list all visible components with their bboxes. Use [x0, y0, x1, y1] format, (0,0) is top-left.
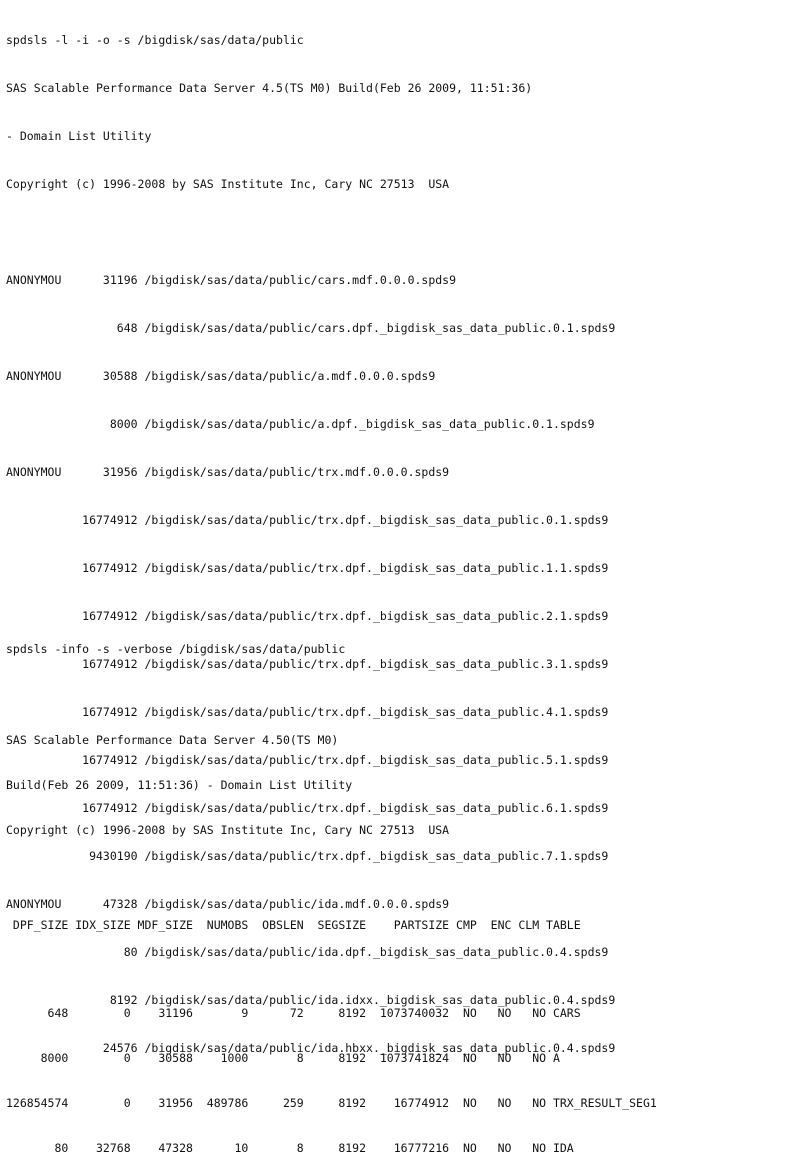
- file-listing-row: 16774912 /bigdisk/sas/data/public/trx.dpf._bigdisk_sas_data_public.1.1.spds9: [6, 561, 609, 575]
- table-row: 8000 0 30588 1000 8 8192 1073741824 NO NO NO A: [6, 1051, 560, 1065]
- header-line: Copyright (c) 1996-2008 by SAS Institute Inc, Cary NC 27513 USA: [6, 823, 450, 837]
- file-listing-row: ANONYMOU 31196 /bigdisk/sas/data/public/cars.mdf.0.0.0.spds9: [6, 273, 457, 287]
- file-listing-row: 16774912 /bigdisk/sas/data/public/trx.dpf._bigdisk_sas_data_public.2.1.spds9: [6, 609, 609, 623]
- file-listing-row: 16774912 /bigdisk/sas/data/public/trx.dpf._bigdisk_sas_data_public.4.1.spds9: [6, 705, 609, 719]
- table-header: DPF_SIZE IDX_SIZE MDF_SIZE NUMOBS OBSLEN SEGSIZE PARTSIZE CMP ENC CLM TABLE: [6, 918, 581, 932]
- table-row: 648 0 31196 9 72 8192 1073740032 NO NO NO CARS: [6, 1006, 581, 1020]
- file-listing-row: ANONYMOU 30588 /bigdisk/sas/data/public/a.mdf.0.0.0.spds9: [6, 369, 436, 383]
- file-listing-row: ANONYMOU 47328 /bigdisk/sas/data/public/ida.mdf.0.0.0.spds9: [6, 897, 450, 911]
- file-listing-row: ANONYMOU 31956 /bigdisk/sas/data/public/trx.mdf.0.0.0.spds9: [6, 465, 450, 479]
- spdsls-info-output: [6, 611, 657, 1171]
- header-line: Build(Feb 26 2009, 11:51:36) - Domain List Utility: [6, 778, 353, 792]
- file-listing-row: 9430190 /bigdisk/sas/data/public/trx.dpf._bigdisk_sas_data_public.7.1.spds9: [6, 849, 609, 863]
- header-line: SAS Scalable Performance Data Server 4.50(TS M0): [6, 733, 339, 747]
- file-listing-row: 8192 /bigdisk/sas/data/public/ida.idxx._bigdisk_sas_data_public.0.4.spds9: [6, 993, 616, 1007]
- command-line: spdsls -l -i -o -s /bigdisk/sas/data/public: [6, 33, 304, 47]
- header-line: Copyright (c) 1996-2008 by SAS Institute Inc, Cary NC 27513 USA: [6, 177, 450, 191]
- file-listing-row: 24576 /bigdisk/sas/data/public/ida.hbxx._bigdisk_sas_data_public.0.4.spds9: [6, 1041, 616, 1055]
- blank-line: [6, 222, 615, 242]
- table-row: 126854574 0 31956 489786 259 8192 16774912 NO NO NO TRX_RESULT_SEG1: [6, 1096, 657, 1110]
- command-line: spdsls -info -s -verbose /bigdisk/sas/data/public: [6, 642, 346, 656]
- table-row: 80 32768 47328 10 8 8192 16777216 NO NO NO IDA: [6, 1141, 574, 1155]
- file-listing-row: 648 /bigdisk/sas/data/public/cars.dpf._bigdisk_sas_data_public.0.1.spds9: [6, 321, 616, 335]
- file-listing-row: 16774912 /bigdisk/sas/data/public/trx.dpf._bigdisk_sas_data_public.6.1.spds9: [6, 801, 609, 815]
- header-line: - Domain List Utility: [6, 129, 152, 143]
- file-listing-row: 16774912 /bigdisk/sas/data/public/trx.dpf._bigdisk_sas_data_public.3.1.spds9: [6, 657, 609, 671]
- file-listing-row: 80 /bigdisk/sas/data/public/ida.dpf._bigdisk_sas_data_public.0.4.spds9: [6, 945, 609, 959]
- header-line: SAS Scalable Performance Data Server 4.5(TS M0) Build(Feb 26 2009, 11:51:36): [6, 81, 533, 95]
- file-listing-row: 16774912 /bigdisk/sas/data/public/trx.dpf._bigdisk_sas_data_public.5.1.spds9: [6, 753, 609, 767]
- file-listing-row: 16774912 /bigdisk/sas/data/public/trx.dpf._bigdisk_sas_data_public.0.1.spds9: [6, 513, 609, 527]
- file-listing-row: 8000 /bigdisk/sas/data/public/a.dpf._bigdisk_sas_data_public.0.1.spds9: [6, 417, 595, 431]
